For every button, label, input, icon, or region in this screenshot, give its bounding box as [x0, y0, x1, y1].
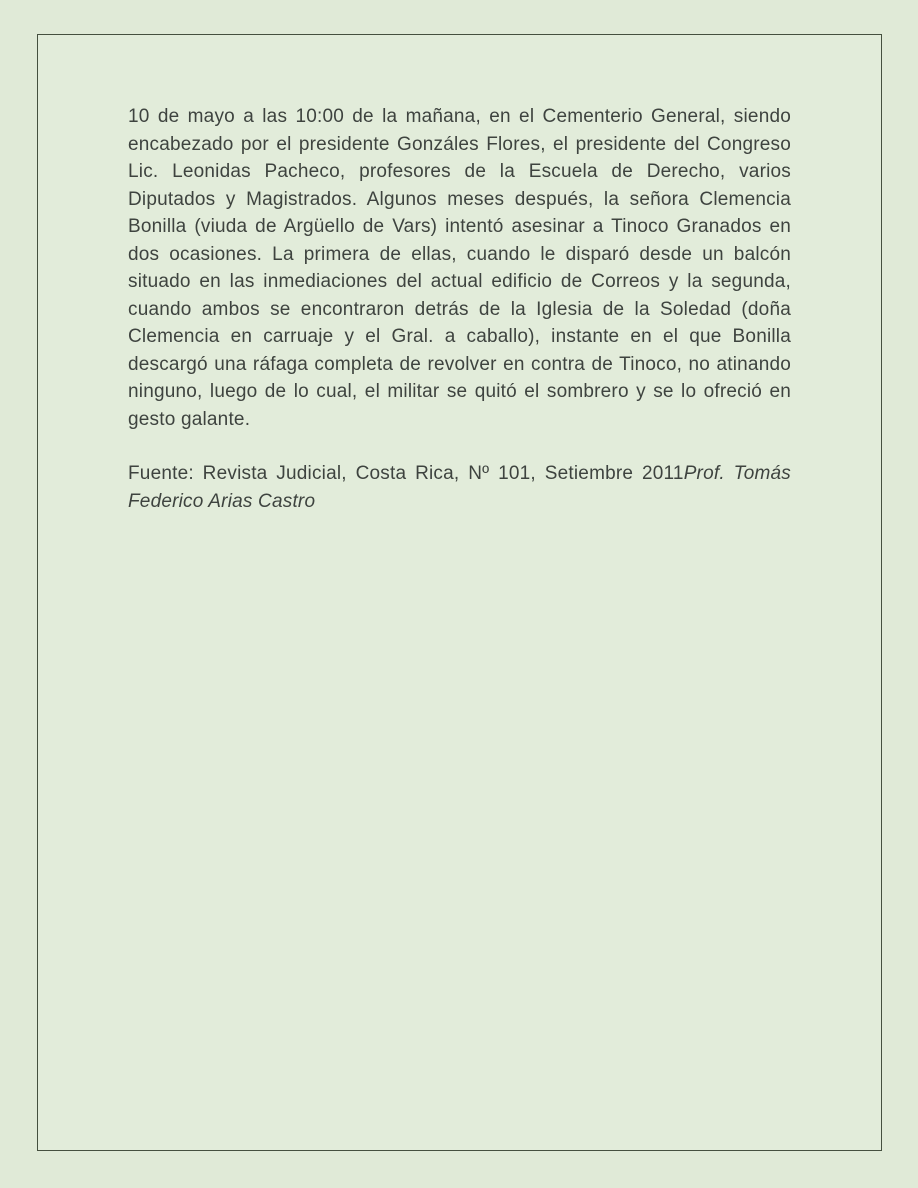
source-citation: Fuente: Revista Judicial, Costa Rica, Nº 101, Setiembre 2011 [128, 463, 684, 484]
body-paragraph: 10 de mayo a las 10:00 de la mañana, en el Cementerio General, siendo encabezado por el presidente Gonzáles Flores, el presidente del Congreso Lic. Leonidas Pacheco, profesores de la Escuela de Derecho, varios Diputados y Magistrados. Algunos meses después, la señora Clemencia Bonilla (viuda de Argüello de Vars) intentó asesinar a Tinoco Granados en dos ocasiones. La primera de ellas, cuando le disparó desde un balcón situado en las inmediaciones del actual edificio de Correos y la segunda, cuando ambos se encontraron detrás de la Iglesia de la Soledad (doña Clemencia en carruaje y el Gral. a caballo), instante en el que Bonilla descargó una ráfaga completa de revolver en contra de Tinoco, no atinando ninguno, luego de lo cual, el militar se quitó el sombrero y se lo ofreció en gesto galante. [128, 106, 791, 430]
document-content [128, 103, 791, 515]
source-author: Prof. Tomás Federico Arias Castro [128, 463, 791, 512]
document-frame [37, 34, 882, 1151]
source-paragraph [128, 460, 791, 515]
